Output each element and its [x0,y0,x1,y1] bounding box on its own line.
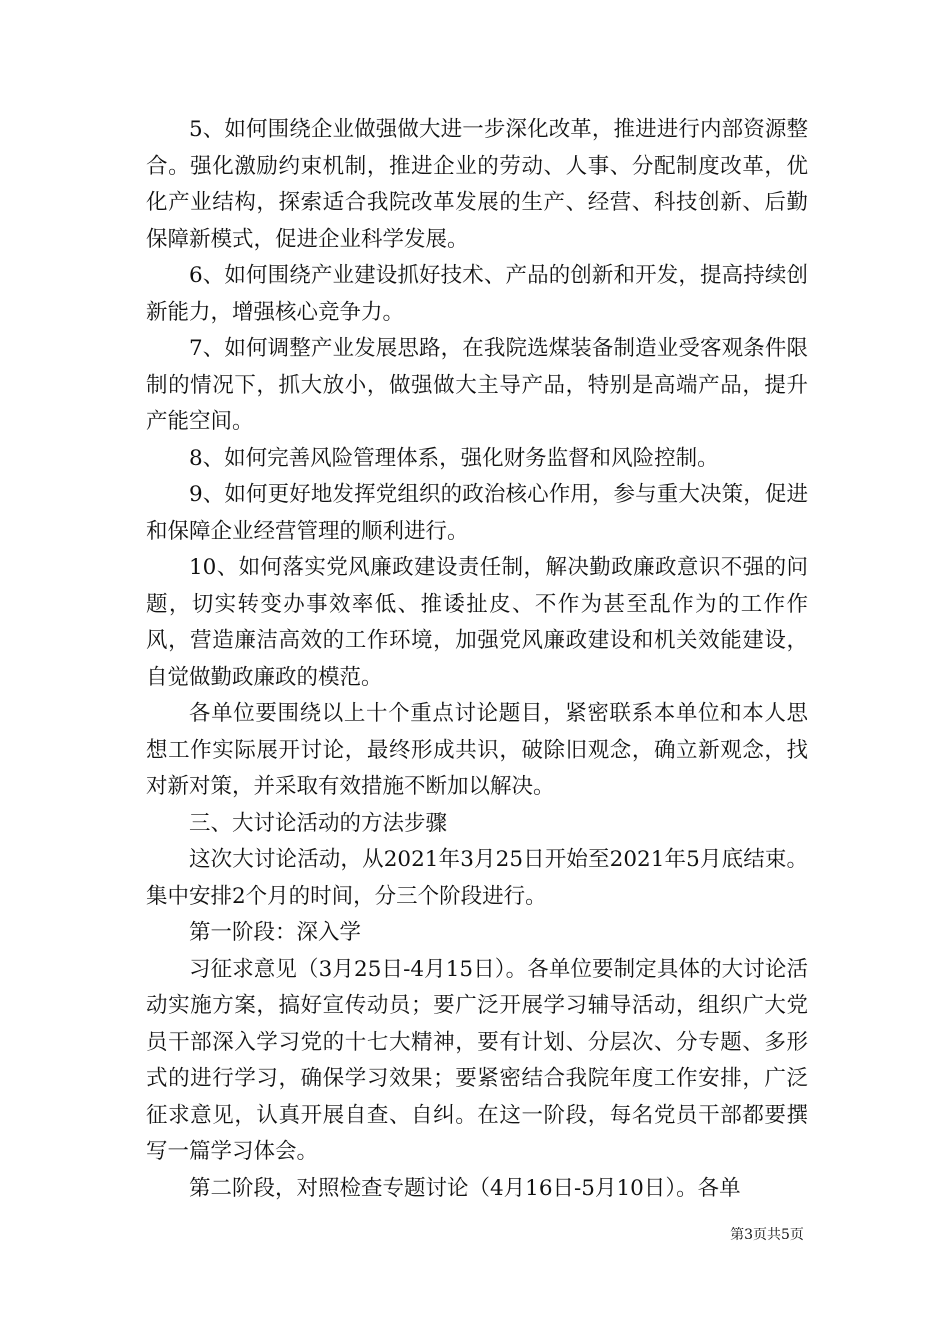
paragraph-item-5: 5、如何围绕企业做强做大进一步深化改革，推进进行内部资源整合。强化激励约束机制，推进企业的劳动、人事、分配制度改革，优化产业结构，探索适合我院改革发展的生产、经营、科技创新、后勤保障新模式，促进企业科学发展。 [146,117,808,252]
paragraph-item-8: 8、如何完善风险管理体系，强化财务监督和风险控制。 [189,445,719,471]
stage-one-heading: 第一阶段：深入学 [189,920,362,945]
paragraph-item-9: 9、如何更好地发挥党组织的政治核心作用，参与重大决策，促进和保障企业经营管理的顺利进行。 [146,482,808,544]
paragraph-item-7: 7、如何调整产业发展思路，在我院选煤装备制造业受客观条件限制的情况下，抓大放小，做强做大主导产品，特别是高端产品，提升产能空间。 [146,336,808,434]
page-number: 第3页共5页 [730,1227,804,1243]
paragraph-summary: 各单位要围绕以上十个重点讨论题目，紧密联系本单位和本人思想工作实际展开讨论，最终形成共识，破除旧观念，确立新观念，找对新对策，并采取有效措施不断加以解决。 [146,701,808,799]
section-heading: 三、大讨论活动的方法步骤 [189,810,448,836]
paragraph-item-10: 10、如何落实党风廉政建设责任制，解决勤政廉政意识不强的问题，切实转变办事效率低、推诿扯皮、不作为甚至乱作为的工作作风，营造廉洁高效的工作环境，加强党风廉政建设和机关效能建设，自觉做勤政廉政的模范。 [146,555,808,690]
paragraph-stage-two: 第二阶段，对照检查专题讨论（4月16日-5月10日）。各单 [189,1175,741,1201]
paragraph-item-6: 6、如何围绕产业建设抓好技术、产品的创新和开发，提高持续创新能力，增强核心竞争力。 [146,263,808,325]
paragraph-stage-one: 习征求意见（3月25日-4月15日）。各单位要制定具体的大讨论活动实施方案，搞好宣传动员；要广泛开展学习辅导活动，组织广大党员干部深入学习党的十七大精神，要有计划、分层次、分专题、多形式的进行学习，确保学习效果；要紧密结合我院年度工作安排，广泛征求意见，认真开展自查、自纠。在这一阶段，每名党员干部都要撰写一篇学习体会。 [146,956,808,1164]
paragraph-schedule: 这次大讨论活动，从2021年3月25日开始至2021年5月底结束。集中安排2个月的时间，分三个阶段进行。 [146,847,808,909]
document-body [146,112,808,1207]
